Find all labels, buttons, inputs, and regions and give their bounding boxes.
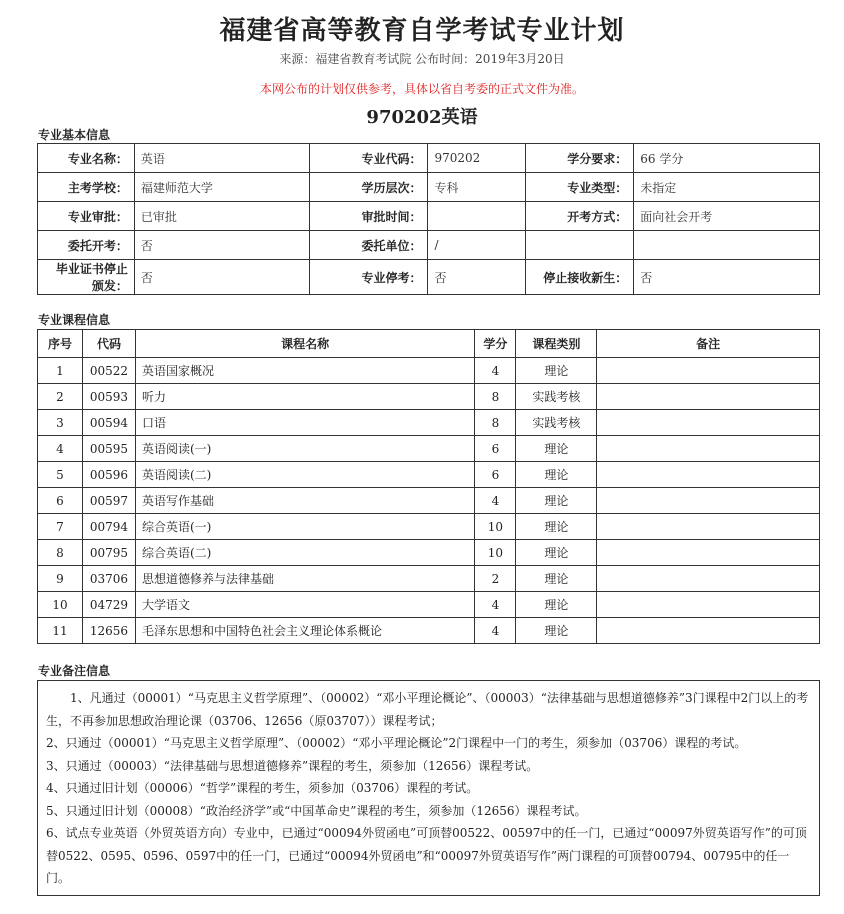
course-code: 00794 — [82, 514, 135, 540]
basic-info-heading: 专业基本信息 — [38, 128, 111, 142]
field-label: 主考学校： — [38, 173, 135, 202]
course-remark — [597, 540, 820, 566]
field-value: 专科 — [428, 173, 526, 202]
course-name: 综合英语(一) — [135, 514, 474, 540]
field-label: 专业类型： — [526, 173, 634, 202]
row-index: 7 — [38, 514, 83, 540]
course-code: 00596 — [82, 462, 135, 488]
table-row — [38, 514, 820, 540]
column-header: 课程名称 — [135, 330, 474, 358]
course-name: 口语 — [135, 410, 474, 436]
field-label: 委托开考： — [38, 231, 135, 260]
course-table — [37, 329, 820, 644]
course-type: 理论 — [516, 462, 597, 488]
course-type: 理论 — [516, 566, 597, 592]
course-code: 00522 — [82, 358, 135, 384]
basic-info-table — [37, 143, 820, 295]
note-item: 1、凡通过（00001）“马克思主义哲学原理”、（00002）“邓小平理论概论”、（00003）“法律基础与思想道德修养”3门课程中2门以上的考生，不再参加思想政治理论课（03706、12656（原03707））课程考试； — [46, 691, 809, 728]
course-name: 英语阅读(二) — [135, 462, 474, 488]
notes-box — [37, 680, 820, 896]
course-credit: 8 — [475, 410, 516, 436]
field-value: 福建师范大学 — [134, 173, 309, 202]
course-info-heading: 专业课程信息 — [38, 313, 111, 327]
field-label: 审批时间： — [309, 202, 428, 231]
field-value: 否 — [134, 260, 309, 295]
field-label — [526, 231, 634, 260]
course-code: 00594 — [82, 410, 135, 436]
field-label: 委托单位： — [309, 231, 428, 260]
course-code: 04729 — [82, 592, 135, 618]
row-index: 2 — [38, 384, 83, 410]
table-row — [38, 618, 820, 644]
course-name: 英语写作基础 — [135, 488, 474, 514]
course-remark — [597, 514, 820, 540]
field-label: 停止接收新生： — [526, 260, 634, 295]
column-header: 备注 — [597, 330, 820, 358]
field-value: / — [428, 231, 526, 260]
notes-heading: 专业备注信息 — [38, 664, 111, 678]
note-item: 5、只通过旧计划（00008）“政治经济学”或“中国革命史”课程的考生，须参加（12656）课程考试。 — [46, 803, 587, 818]
table-row — [38, 384, 820, 410]
row-index: 5 — [38, 462, 83, 488]
course-name: 听力 — [135, 384, 474, 410]
field-label: 专业名称： — [38, 144, 135, 173]
course-code: 00593 — [82, 384, 135, 410]
field-value: 已审批 — [134, 202, 309, 231]
course-type: 理论 — [516, 514, 597, 540]
row-index: 1 — [38, 358, 83, 384]
note-item: 4、只通过旧计划（00006）“哲学”课程的考生，须参加（03706）课程的考试。 — [46, 781, 479, 795]
source-line: 来源：福建省教育考试院 公布时间：2019年3月20日 — [279, 52, 565, 66]
row-index: 6 — [38, 488, 83, 514]
course-remark — [597, 462, 820, 488]
course-remark — [597, 436, 820, 462]
row-index: 10 — [38, 592, 83, 618]
table-row — [38, 358, 820, 384]
column-header: 学分 — [475, 330, 516, 358]
course-type: 理论 — [516, 618, 597, 644]
column-header: 代码 — [82, 330, 135, 358]
course-remark — [597, 566, 820, 592]
course-remark — [597, 384, 820, 410]
course-credit: 10 — [475, 540, 516, 566]
course-code: 03706 — [82, 566, 135, 592]
course-type: 理论 — [516, 358, 597, 384]
field-value — [428, 202, 526, 231]
course-credit: 4 — [475, 488, 516, 514]
course-credit: 8 — [475, 384, 516, 410]
course-name: 思想道德修养与法律基础 — [135, 566, 474, 592]
note-item: 2、只通过（00001）“马克思主义哲学原理”、（00002）“邓小平理论概论”2门课程中一门的考生，须参加（03706）课程的考试。 — [46, 736, 747, 750]
column-header: 课程类别 — [516, 330, 597, 358]
course-code: 12656 — [82, 618, 135, 644]
field-label: 学分要求： — [526, 144, 634, 173]
course-type: 理论 — [516, 592, 597, 618]
field-value: 970202 — [428, 144, 526, 173]
field-label: 专业停考： — [309, 260, 428, 295]
course-credit: 6 — [475, 462, 516, 488]
page-title: 福建省高等教育自学考试专业计划 — [219, 16, 625, 46]
field-label: 学历层次： — [309, 173, 428, 202]
course-code: 00597 — [82, 488, 135, 514]
table-row — [38, 540, 820, 566]
table-row — [38, 566, 820, 592]
course-code: 00595 — [82, 436, 135, 462]
basic-info-row — [38, 202, 820, 231]
course-name: 英语国家概况 — [135, 358, 474, 384]
row-index: 4 — [38, 436, 83, 462]
field-label: 专业代码： — [309, 144, 428, 173]
basic-info-row — [38, 231, 820, 260]
note-item: 3、只通过（00003）“法律基础与思想道德修养”课程的考生，须参加（12656）课程考试。 — [46, 758, 539, 773]
course-name: 英语阅读(一) — [135, 436, 474, 462]
field-value: 66 学分 — [634, 144, 820, 173]
course-name: 毛泽东思想和中国特色社会主义理论体系概论 — [135, 618, 474, 644]
table-row — [38, 462, 820, 488]
field-value: 面向社会开考 — [634, 202, 820, 231]
table-row — [38, 592, 820, 618]
course-credit: 4 — [475, 592, 516, 618]
course-remark — [597, 358, 820, 384]
column-header: 序号 — [38, 330, 83, 358]
basic-info-row — [38, 260, 820, 295]
disclaimer-notice: 本网公布的计划仅供参考，具体以省自考委的正式文件为准。 — [259, 82, 584, 96]
row-index: 8 — [38, 540, 83, 566]
course-name: 大学语文 — [135, 592, 474, 618]
table-row — [38, 488, 820, 514]
row-index: 9 — [38, 566, 83, 592]
course-type: 实践考核 — [516, 410, 597, 436]
course-type: 理论 — [516, 488, 597, 514]
field-value: 英语 — [134, 144, 309, 173]
course-credit: 6 — [475, 436, 516, 462]
field-value — [634, 231, 820, 260]
course-type: 实践考核 — [516, 384, 597, 410]
row-index: 3 — [38, 410, 83, 436]
course-remark — [597, 592, 820, 618]
field-value: 否 — [134, 231, 309, 260]
field-value: 否 — [634, 260, 820, 295]
major-title: 970202英语 — [366, 107, 478, 128]
field-label: 毕业证书停止颁发： — [38, 260, 135, 295]
basic-info-row — [38, 173, 820, 202]
field-label: 专业审批： — [38, 202, 135, 231]
note-item: 6、试点专业英语（外贸英语方向）专业中，已通过“00094外贸函电”可顶替00522、00597中的任一门，已通过“00097外贸英语写作”的可顶替0522、0595、0596、0597中的任一门，已通过“00094外贸函电”和“00097外贸英语写作”两门课程的可顶替00794、00795中的任一门。 — [46, 826, 807, 885]
course-credit: 2 — [475, 566, 516, 592]
field-value: 否 — [428, 260, 526, 295]
course-name: 综合英语(二) — [135, 540, 474, 566]
row-index: 11 — [38, 618, 83, 644]
course-credit: 4 — [475, 358, 516, 384]
course-type: 理论 — [516, 540, 597, 566]
basic-info-row — [38, 144, 820, 173]
course-credit: 10 — [475, 514, 516, 540]
course-credit: 4 — [475, 618, 516, 644]
course-remark — [597, 488, 820, 514]
course-type: 理论 — [516, 436, 597, 462]
table-row — [38, 436, 820, 462]
table-row — [38, 410, 820, 436]
field-label: 开考方式： — [526, 202, 634, 231]
course-remark — [597, 410, 820, 436]
course-code: 00795 — [82, 540, 135, 566]
field-value: 未指定 — [634, 173, 820, 202]
course-remark — [597, 618, 820, 644]
